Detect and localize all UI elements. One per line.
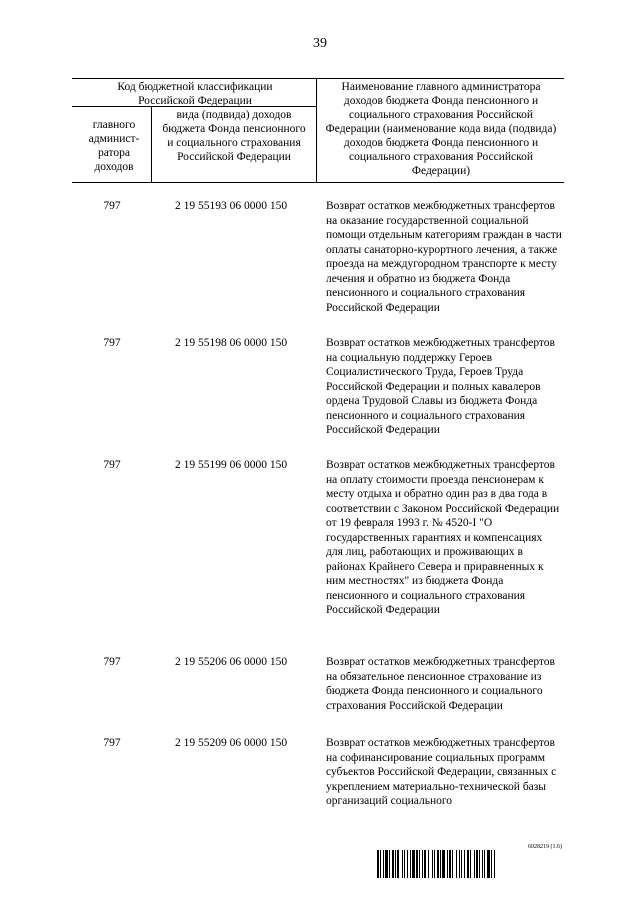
revenue-code: 2 19 55206 06 0000 150 bbox=[174, 656, 288, 668]
header-group-code: Код бюджетной классификации Российской Федерации bbox=[117, 81, 273, 107]
revenue-code: 2 19 55198 06 0000 150 bbox=[174, 337, 288, 349]
revenue-name: Возврат остатков межбюджетных трансфертов на софинансирование социальных программ субъектов Российской Федерации, связанных с укреплением материально-технической базы организаций социального bbox=[326, 737, 557, 807]
header-col-admin: главного админист-ратора доходов bbox=[88, 119, 140, 173]
admin-code: 797 bbox=[103, 337, 121, 349]
header-bottom-rule bbox=[72, 182, 564, 183]
revenue-name: Возврат остатков межбюджетных трансфертов на оплату стоимости проезда пенсионерам к месту отдыха и обратно один раз в два года в соответствии с Законом Российской Федерации от 19 февраля 1993 г. № 4520-I "О государственных гарантиях и компенсациях для лиц, работающих и проживающих в районах Крайнего Севера и приравненных к ним местностях" из бюджета Фонда пенсионного и социального страхования Российской Федерации bbox=[326, 459, 560, 616]
barcode-id: 6028219 (1.6) bbox=[528, 844, 562, 850]
admin-code: 797 bbox=[103, 200, 121, 212]
header-col-name: Наименование главного администратора доходов бюджета Фонда пенсионного и социального страхования Российской Федерации (наименование кода вида (подвида) доходов бюджета Фонда пенсионного и социального страхования Российской Федерации) bbox=[325, 81, 557, 177]
header-divider-sub bbox=[151, 106, 152, 182]
revenue-name: Возврат остатков межбюджетных трансфертов на оказание государственной социальной помощи отдельным категориям граждан в части оплаты санаторно-курортного лечения, а также проезда на междугородном транспорте к месту лечения и обратно из бюджета Фонда пенсионного и социального страхования Российской Федерации bbox=[326, 200, 562, 314]
admin-code: 797 bbox=[103, 656, 121, 668]
revenue-code: 2 19 55199 06 0000 150 bbox=[174, 459, 288, 471]
revenue-name: Возврат остатков межбюджетных трансфертов на обязательное пенсионное страхование из бюджета Фонда пенсионного и социального страхования Российской Федерации bbox=[326, 656, 555, 712]
admin-code: 797 bbox=[103, 459, 121, 471]
admin-code: 797 bbox=[103, 737, 121, 749]
header-divider-main bbox=[316, 78, 317, 182]
revenue-code: 2 19 55193 06 0000 150 bbox=[174, 200, 288, 212]
header-top-rule bbox=[72, 78, 564, 79]
page-number: 39 bbox=[313, 36, 327, 51]
barcode-image bbox=[377, 850, 563, 878]
header-col-type: вида (подвида) доходов бюджета Фонда пенсионного и социального страхования Российской Федерации bbox=[162, 109, 306, 163]
revenue-name: Возврат остатков межбюджетных трансфертов на социальную поддержку Героев Социалистического Труда, Героев Труда Российской Федерации и полных кавалеров ордена Трудовой Славы из бюджета Фонда пенсионного и социального страхования Российской Федерации bbox=[326, 337, 555, 436]
revenue-code: 2 19 55209 06 0000 150 bbox=[174, 737, 288, 749]
